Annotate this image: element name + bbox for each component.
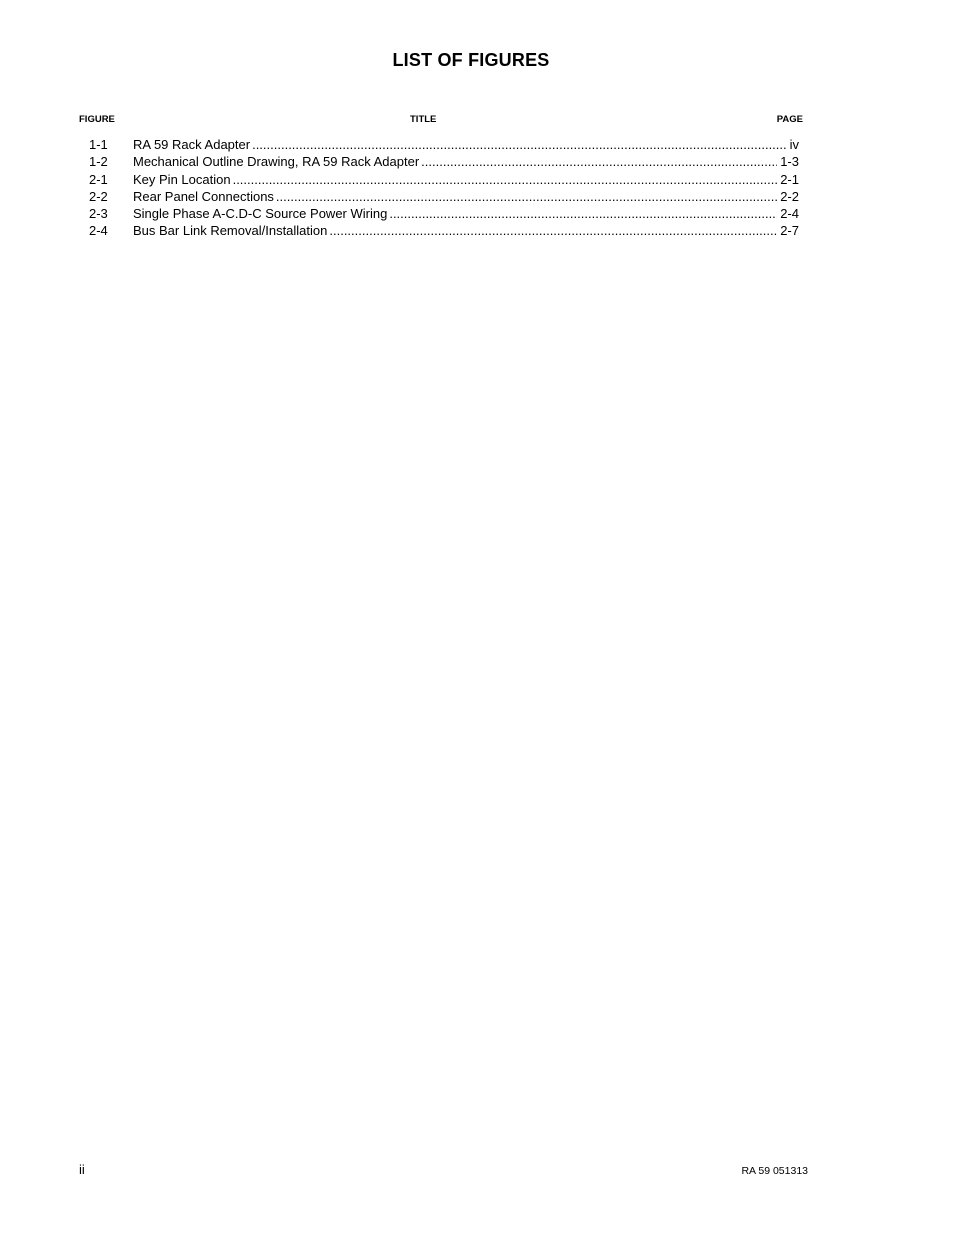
figure-title: Rear Panel Connections	[133, 188, 274, 204]
list-item[interactable]	[89, 205, 799, 222]
figure-title: Key Pin Location	[133, 171, 231, 187]
dot-leader	[327, 222, 777, 239]
column-headers	[79, 114, 803, 128]
figure-number: 1-1	[89, 137, 108, 152]
figure-number: 2-2	[89, 188, 108, 204]
figure-page: 2-2	[780, 188, 799, 204]
figure-title: Bus Bar Link Removal/Installation	[133, 223, 328, 239]
column-header-title: TITLE	[410, 114, 437, 125]
column-header-page: PAGE	[776, 114, 803, 125]
figures-list	[89, 136, 799, 240]
dot-leader	[387, 205, 777, 222]
figure-number: 2-4	[89, 223, 108, 239]
figure-title: Single Phase A-C.D-C Source Power Wiring	[133, 206, 388, 222]
footer-doc-id: RA 59 051313	[741, 1165, 808, 1177]
figure-number: 1-2	[89, 154, 108, 170]
figure-page: 1-3	[780, 154, 799, 170]
dot-leader	[250, 136, 787, 153]
figure-page: 2-1	[780, 171, 799, 187]
column-header-figure: FIGURE	[79, 114, 115, 125]
figure-number: 2-1	[89, 171, 108, 187]
figure-page: 2-7	[780, 223, 799, 239]
list-item[interactable]	[89, 222, 799, 239]
dot-leader	[231, 171, 778, 188]
footer-page-number: ii	[79, 1162, 85, 1177]
figure-number: 2-3	[89, 206, 108, 222]
list-item[interactable]	[89, 136, 799, 153]
figure-title: Mechanical Outline Drawing, RA 59 Rack Adapter	[133, 154, 420, 170]
list-item[interactable]	[89, 188, 799, 205]
figure-title: RA 59 Rack Adapter	[133, 137, 251, 152]
figure-page: 2-4	[780, 206, 799, 222]
figure-page: iv	[789, 137, 799, 152]
page-title: LIST OF FIGURES	[392, 50, 550, 70]
list-item[interactable]	[89, 171, 799, 188]
dot-leader	[274, 188, 777, 205]
dot-leader	[419, 153, 777, 170]
list-item[interactable]	[89, 153, 799, 170]
